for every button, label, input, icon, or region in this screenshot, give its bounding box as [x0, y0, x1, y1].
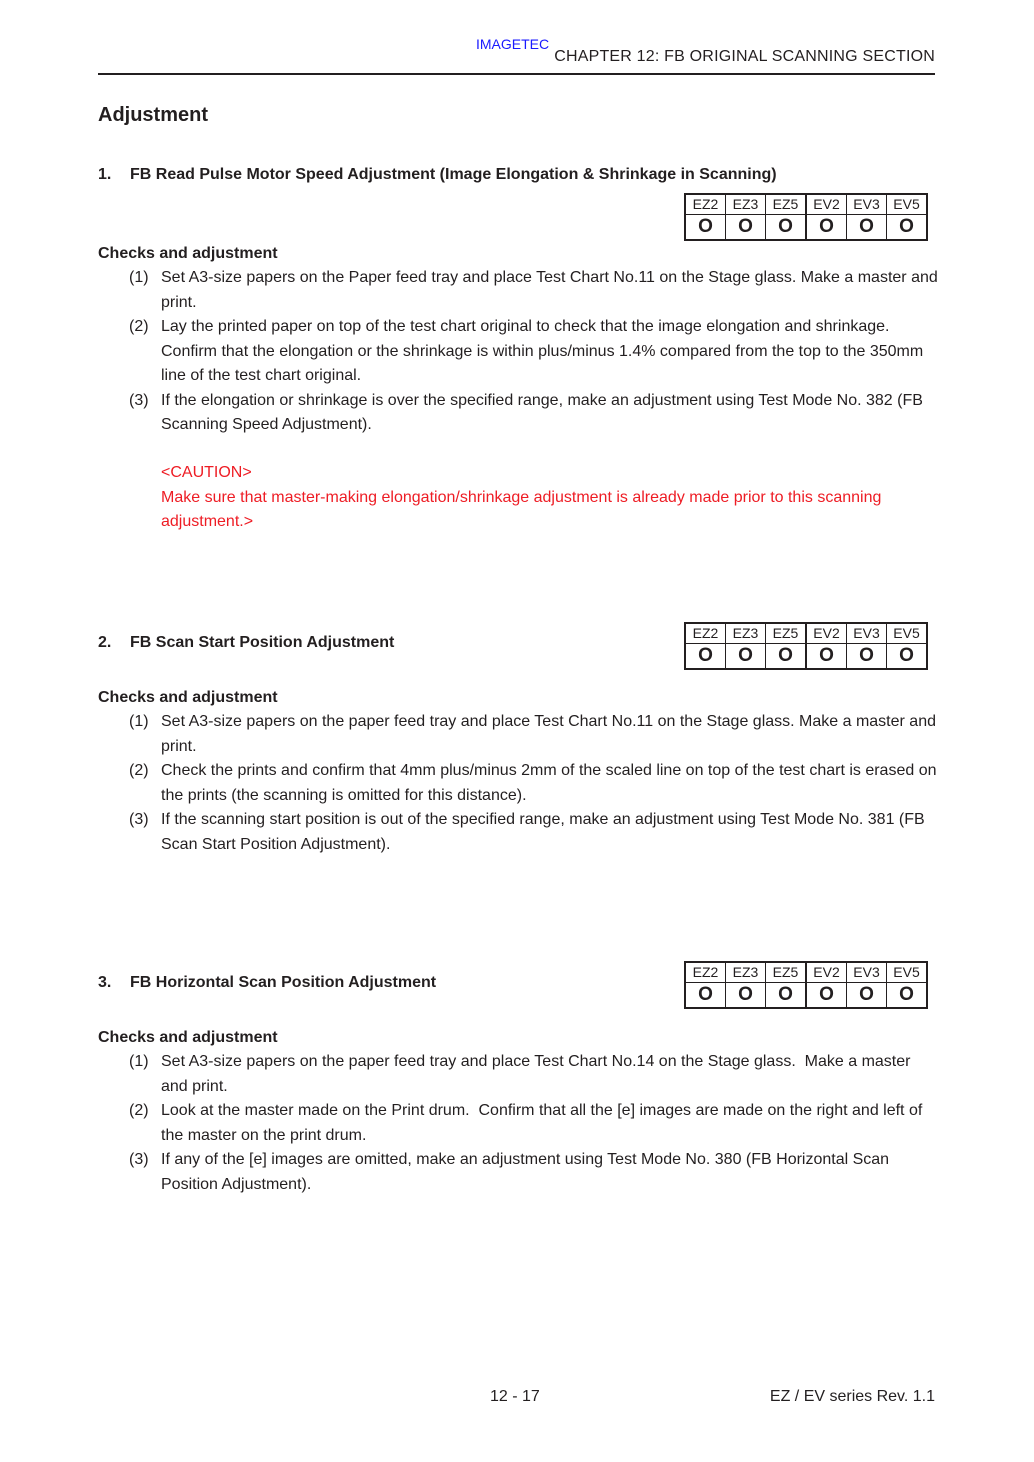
header-divider — [98, 73, 935, 75]
steps-list-2 — [98, 710, 938, 857]
section-title-text: FB Read Pulse Motor Speed Adjustment (Image Elongation & Shrinkage in Scanning) — [130, 166, 777, 183]
model-header: EZ2 — [685, 962, 726, 983]
model-header: EZ2 — [685, 623, 726, 644]
section-number: 2. — [98, 634, 112, 651]
model-mark: O — [806, 983, 847, 1009]
step-item — [98, 759, 938, 808]
model-mark: O — [847, 215, 887, 241]
step-item — [98, 808, 938, 857]
revision-label: EZ / EV series Rev. 1.1 — [769, 1388, 935, 1405]
step-number: (2) — [129, 1102, 149, 1119]
section-title-text: FB Scan Start Position Adjustment — [130, 634, 395, 651]
model-header: EV2 — [806, 194, 847, 215]
model-mark: O — [685, 215, 726, 241]
steps-list-3 — [98, 1050, 938, 1197]
model-header: EZ3 — [726, 962, 766, 983]
step-number: (3) — [129, 1151, 149, 1168]
page-number: 12 - 17 — [490, 1388, 540, 1405]
section-title-text: FB Horizontal Scan Position Adjustment — [130, 974, 437, 991]
model-mark: O — [766, 983, 807, 1009]
model-mark: O — [726, 644, 766, 670]
step-item — [98, 389, 938, 438]
model-mark: O — [806, 644, 847, 670]
checks-heading: Checks and adjustment — [98, 689, 278, 706]
page-title: Adjustment — [98, 104, 208, 126]
model-mark: O — [847, 983, 887, 1009]
step-item — [98, 1099, 938, 1148]
model-mark: O — [766, 644, 807, 670]
step-number: (2) — [129, 762, 149, 779]
model-header: EV3 — [847, 194, 887, 215]
model-header: EZ5 — [766, 194, 807, 215]
brand-label: IMAGETEC — [476, 36, 550, 52]
checks-heading: Checks and adjustment — [98, 1029, 278, 1046]
model-header: EV3 — [847, 962, 887, 983]
step-item — [98, 315, 938, 389]
model-table-3 — [684, 961, 928, 1009]
step-number: (1) — [129, 269, 149, 286]
step-item — [98, 1148, 938, 1197]
model-mark: O — [726, 215, 766, 241]
model-mark: O — [685, 644, 726, 670]
caution-box — [161, 461, 921, 535]
step-text: Set A3-size papers on the paper feed tray and place Test Chart No.14 on the Stage glass. Make a master and print. — [161, 1053, 911, 1095]
model-header: EZ5 — [766, 623, 807, 644]
section-3-title — [98, 974, 436, 992]
model-mark: O — [887, 644, 928, 670]
model-table-1 — [684, 193, 928, 241]
step-number: (2) — [129, 318, 149, 335]
model-header: EV5 — [887, 962, 928, 983]
model-header: EV5 — [887, 623, 928, 644]
step-text: If any of the [e] images are omitted, make an adjustment using Test Mode No. 380 (FB Horizontal Scan Position Adjustment). — [161, 1151, 890, 1193]
model-header: EV5 — [887, 194, 928, 215]
model-header: EV3 — [847, 623, 887, 644]
model-header: EV2 — [806, 623, 847, 644]
model-table-2 — [684, 622, 928, 670]
step-number: (3) — [129, 391, 149, 409]
model-mark: O — [806, 215, 847, 241]
model-mark: O — [726, 983, 766, 1009]
model-mark: O — [887, 983, 928, 1009]
section-1-title — [98, 166, 777, 184]
section-2-title — [98, 634, 394, 652]
model-header: EZ5 — [766, 962, 807, 983]
section-number: 1. — [98, 166, 112, 183]
model-header: EV2 — [806, 962, 847, 983]
model-mark: O — [766, 215, 807, 241]
caution-text: Make sure that master-making elongation/shrinkage adjustment is already made prior to this scanning adjustment.> — [161, 488, 882, 530]
step-item — [98, 1050, 938, 1099]
model-header: EZ2 — [685, 194, 726, 215]
steps-list-1 — [98, 266, 938, 438]
step-text: Look at the master made on the Print drum. Confirm that all the [e] images are made on the right and left of the master on the print drum. — [161, 1102, 923, 1144]
step-text: Set A3-size papers on the paper feed tray and place Test Chart No.11 on the Stage glass. Make a master and print. — [161, 713, 936, 755]
step-number: (1) — [129, 1053, 149, 1070]
step-number: (1) — [129, 713, 149, 730]
model-header: EZ3 — [726, 194, 766, 215]
caution-label: <CAUTION> — [161, 464, 252, 481]
model-mark: O — [887, 215, 928, 241]
model-mark: O — [685, 983, 726, 1009]
step-text: If the elongation or shrinkage is over the specified range, make an adjustment using Test Mode No. 382 (FB Scanning Speed Adjustment). — [161, 391, 923, 433]
chapter-title: CHAPTER 12: FB ORIGINAL SCANNING SECTION — [554, 48, 935, 65]
step-number: (3) — [129, 811, 149, 828]
step-item — [98, 266, 938, 315]
checks-heading: Checks and adjustment — [98, 245, 278, 262]
step-item — [98, 710, 938, 759]
model-header: EZ3 — [726, 623, 766, 644]
model-mark: O — [847, 644, 887, 670]
step-text: Set A3-size papers on the Paper feed tray and place Test Chart No.11 on the Stage glass. Make a master and print. — [161, 269, 938, 311]
section-number: 3. — [98, 974, 112, 991]
step-text: If the scanning start position is out of the specified range, make an adjustment using Test Mode No. 381 (FB Scan Start Position Adjustment). — [161, 811, 925, 853]
step-text: Check the prints and confirm that 4mm plus/minus 2mm of the scaled line on top of the test chart is erased on the prints (the scanning is omitted for this distance). — [161, 762, 937, 804]
step-text: Lay the printed paper on top of the test chart original to check that the image elongation and shrinkage. Confirm that the elongation or the shrinkage is within plus/minus 1.4% compared from the top to the 350mm line of the test chart original. — [161, 318, 924, 384]
